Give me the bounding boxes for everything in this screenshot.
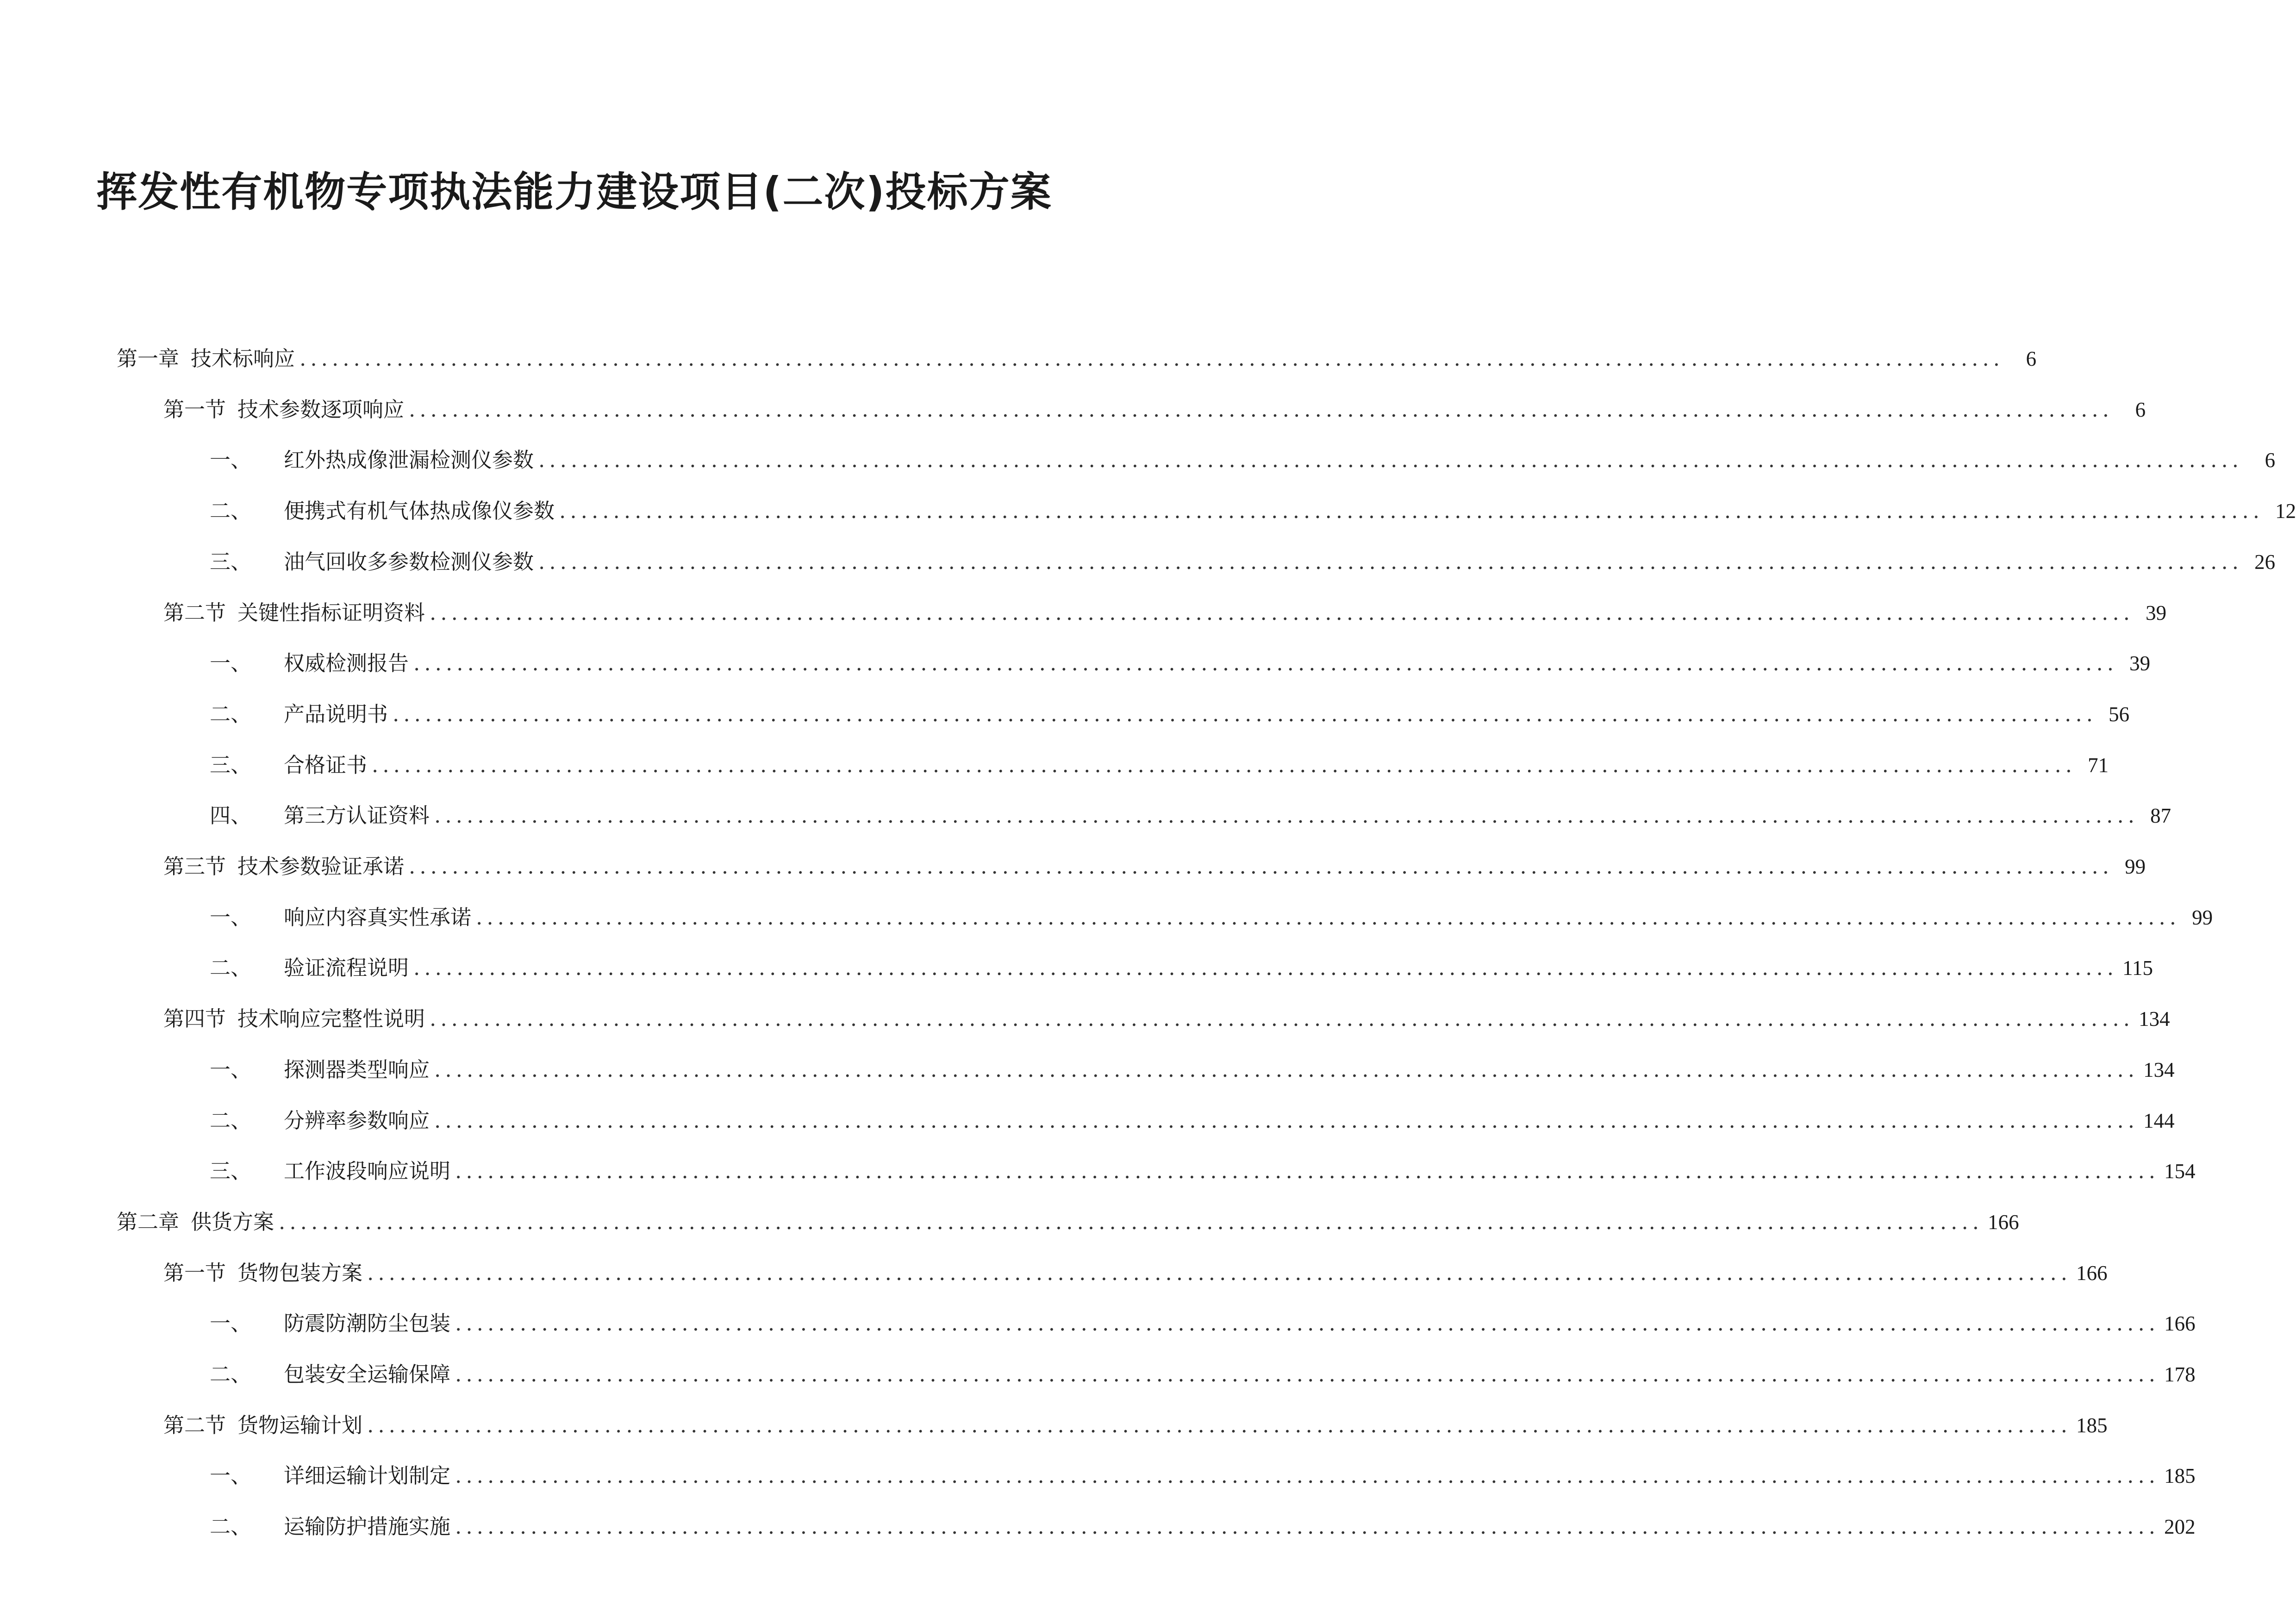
toc-dot-leader: .............................................................................................................................................................. <box>538 550 2243 574</box>
toc-dot-leader: .............................................................................................................................................................. <box>455 1463 2160 1488</box>
toc-entry-page-number: 166 <box>2164 1312 2196 1335</box>
toc-dot-leader: .............................................................................................................................................................. <box>367 1413 2072 1437</box>
toc-entry[interactable] <box>0 1051 2175 1088</box>
toc-dot-leader: .............................................................................................................................................................. <box>430 1006 2134 1031</box>
toc-entry-prefix: 二、 <box>210 1108 252 1133</box>
toc-entry-title: 运输防护措施实施 <box>284 1514 451 1539</box>
toc-dot-leader: .............................................................................................................................................................. <box>455 1159 2160 1183</box>
toc-entry-title: 防震防潮防尘包装 <box>284 1311 451 1336</box>
toc-entry-page-number: 185 <box>2164 1464 2196 1487</box>
toc-entry-title: 关键性指标证明资料 <box>237 600 425 625</box>
toc-entry-title: 油气回收多参数检测仪参数 <box>284 550 534 574</box>
toc-dot-leader: .............................................................................................................................................................. <box>455 1514 2160 1539</box>
toc-entry[interactable] <box>0 1153 2196 1190</box>
toc-dot-leader: .............................................................................................................................................................. <box>559 499 2264 523</box>
toc-entry-title: 分辨率参数响应 <box>284 1108 430 1133</box>
toc-entry-page-number: 71 <box>2088 754 2109 777</box>
toc-entry-prefix: 一、 <box>210 651 252 675</box>
toc-entry-title: 详细运输计划制定 <box>284 1463 451 1488</box>
toc-entry-page-number: 87 <box>2150 804 2171 827</box>
toc-entry-prefix: 三、 <box>210 753 252 777</box>
toc-entry-page-number: 154 <box>2164 1160 2196 1183</box>
toc-entry[interactable] <box>0 1508 2196 1545</box>
toc-entry-prefix: 一、 <box>210 1311 252 1336</box>
toc-dot-leader: .............................................................................................................................................................. <box>434 1108 2139 1133</box>
toc-entry-page-number: 39 <box>2146 601 2167 625</box>
toc-entry-prefix: 一、 <box>210 905 252 930</box>
toc-entry[interactable] <box>0 594 2167 631</box>
toc-dot-leader: .............................................................................................................................................................. <box>299 346 2004 371</box>
toc-dot-leader: .............................................................................................................................................................. <box>367 1261 2072 1285</box>
toc-entry-prefix: 第一节 <box>163 1261 226 1285</box>
toc-entry-page-number: 166 <box>2076 1262 2108 1285</box>
toc-entry[interactable] <box>0 1356 2196 1393</box>
toc-entry-page-number: 56 <box>2109 703 2130 726</box>
toc-entry-prefix: 二、 <box>210 1362 252 1387</box>
toc-entry-page-number: 6 <box>2026 347 2037 370</box>
toc-entry-prefix: 三、 <box>210 550 252 574</box>
toc-entry-prefix: 三、 <box>210 1159 252 1183</box>
toc-entry[interactable] <box>0 1407 2108 1444</box>
toc-entry[interactable] <box>0 1255 2108 1292</box>
toc-entry-prefix: 一、 <box>210 448 252 472</box>
toc-entry-page-number: 134 <box>2139 1007 2170 1031</box>
toc-entry-page-number: 115 <box>2122 956 2153 980</box>
toc-entry-title: 便携式有机气体热成像仪参数 <box>284 499 555 523</box>
toc-entry-title: 产品说明书 <box>284 702 388 726</box>
toc-entry[interactable] <box>0 493 2296 530</box>
toc-entry-page-number: 12 <box>2275 500 2296 523</box>
toc-entry-title: 技术响应完整性说明 <box>237 1006 425 1031</box>
toc-entry-page-number: 134 <box>2143 1058 2175 1081</box>
toc-entry[interactable] <box>0 1305 2196 1342</box>
toc-dot-leader: .............................................................................................................................................................. <box>476 905 2181 930</box>
toc-dot-leader: .............................................................................................................................................................. <box>409 397 2114 422</box>
toc-entry-prefix: 二、 <box>210 956 252 980</box>
toc-dot-leader: .............................................................................................................................................................. <box>538 448 2243 472</box>
toc-entry-title: 技术标响应 <box>191 346 295 371</box>
toc-entry-page-number: 99 <box>2125 855 2146 878</box>
toc-entry-prefix: 一、 <box>210 1057 252 1082</box>
toc-entry[interactable] <box>0 949 2153 987</box>
toc-entry-title: 合格证书 <box>284 753 368 777</box>
toc-entry[interactable] <box>0 442 2276 479</box>
toc-entry-page-number: 185 <box>2076 1414 2108 1437</box>
toc-entry[interactable] <box>0 899 2213 936</box>
toc-entry-prefix: 第二节 <box>163 600 226 625</box>
toc-entry-prefix: 第一节 <box>163 397 226 422</box>
toc-entry-title: 技术参数验证承诺 <box>237 854 405 879</box>
toc-entry-prefix: 二、 <box>210 702 252 726</box>
toc-dot-leader: .............................................................................................................................................................. <box>434 803 2139 828</box>
toc-entry-page-number: 6 <box>2135 398 2146 421</box>
toc-entry-prefix: 二、 <box>210 1514 252 1539</box>
toc-dot-leader: .............................................................................................................................................................. <box>434 1057 2139 1082</box>
toc-entry-page-number: 202 <box>2164 1515 2196 1538</box>
toc-entry-title: 第三方认证资料 <box>284 803 430 828</box>
toc-entry[interactable] <box>0 1102 2175 1139</box>
toc-entry-title: 红外热成像泄漏检测仪参数 <box>284 448 534 472</box>
toc-entry[interactable] <box>0 340 2037 377</box>
toc-entry-title: 验证流程说明 <box>284 956 409 980</box>
toc-entry[interactable] <box>0 543 2276 581</box>
page-title: 挥发性有机物专项执法能力建设项目(二次)投标方案 <box>96 168 1052 216</box>
toc-entry[interactable] <box>0 645 2151 682</box>
toc-dot-leader: .............................................................................................................................................................. <box>409 854 2114 879</box>
toc-dot-leader: .............................................................................................................................................................. <box>393 702 2097 726</box>
toc-dot-leader: .............................................................................................................................................................. <box>413 651 2118 675</box>
toc-entry-title: 供货方案 <box>191 1210 275 1234</box>
toc-entry[interactable] <box>0 747 2109 784</box>
toc-dot-leader: .............................................................................................................................................................. <box>455 1362 2160 1387</box>
toc-dot-leader: .............................................................................................................................................................. <box>279 1210 1984 1234</box>
toc-entry[interactable] <box>0 848 2146 885</box>
toc-entry-page-number: 39 <box>2129 652 2151 675</box>
toc-entry-page-number: 166 <box>1988 1211 2019 1234</box>
toc-entry-title: 响应内容真实性承诺 <box>284 905 472 930</box>
toc-entry-title: 权威检测报告 <box>284 651 409 675</box>
toc-entry-prefix: 第三节 <box>163 854 226 879</box>
toc-entry[interactable] <box>0 696 2130 733</box>
toc-entry-title: 探测器类型响应 <box>284 1057 430 1082</box>
toc-entry-prefix: 第一章 <box>117 346 180 371</box>
toc-dot-leader: .............................................................................................................................................................. <box>455 1311 2160 1336</box>
toc-entry-page-number: 26 <box>2254 550 2276 574</box>
toc-entry-prefix: 四、 <box>210 803 252 828</box>
toc-entry-title: 货物运输计划 <box>237 1413 363 1437</box>
toc-entry-title: 包装安全运输保障 <box>284 1362 451 1387</box>
toc-entry[interactable] <box>0 1457 2196 1494</box>
toc-dot-leader: .............................................................................................................................................................. <box>413 956 2118 980</box>
toc-entry-page-number: 178 <box>2164 1363 2196 1386</box>
toc-dot-leader: .............................................................................................................................................................. <box>430 600 2134 625</box>
toc-entry-page-number: 99 <box>2192 906 2213 929</box>
toc-entry-title: 技术参数逐项响应 <box>237 397 405 422</box>
toc-entry-prefix: 二、 <box>210 499 252 523</box>
toc-entry[interactable] <box>0 391 2146 428</box>
toc-entry[interactable] <box>0 797 2171 834</box>
toc-entry[interactable] <box>0 1000 2170 1037</box>
toc-entry-prefix: 一、 <box>210 1463 252 1488</box>
toc-entry-title: 货物包装方案 <box>237 1261 363 1285</box>
toc-entry[interactable] <box>0 1204 2019 1241</box>
toc-entry-page-number: 144 <box>2143 1109 2175 1132</box>
toc-entry-prefix: 第二节 <box>163 1413 226 1437</box>
toc-entry-title: 工作波段响应说明 <box>284 1159 451 1183</box>
toc-entry-prefix: 第二章 <box>117 1210 180 1234</box>
toc-entry-prefix: 第四节 <box>163 1006 226 1031</box>
toc-dot-leader: .............................................................................................................................................................. <box>372 753 2077 777</box>
toc-entry-page-number: 6 <box>2265 449 2276 472</box>
